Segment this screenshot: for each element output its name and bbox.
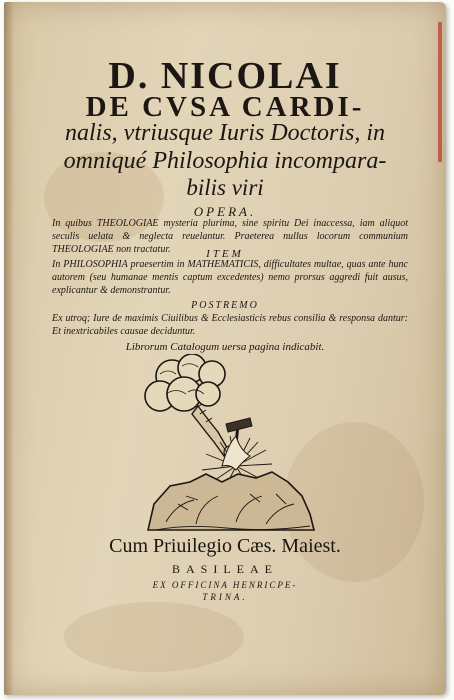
item-heading: ITEM	[206, 248, 244, 260]
law-paragraph: Ex utroq; Iure de maximis Ciuilibus & Ecclesiasticis rebus consilia & responsa dantur: Et inextricabiles causae deciduntur.	[52, 313, 408, 337]
printers-mark-hammer-rock-icon	[126, 354, 334, 532]
opera-heading: OPERA.	[193, 204, 257, 219]
imprint-printer-end: TRINA.	[202, 592, 248, 602]
title-line-3: nalis, vtriusque Iuris Doctoris, in	[64, 120, 385, 146]
title-line-1: D. NICOLAI	[108, 55, 342, 97]
title-page	[4, 2, 446, 695]
philosophy-paragraph: In PHILOSOPHIA praesertim in MATHEMATICIS, difficultates multae, quas ante hunc autorem (seu humanae mentis captum excedentes) nemo prorsus aggredi fuit ausus, explicantur & demonstrantur.	[52, 259, 408, 296]
imprint-printer: EX OFFICINA HENRICPE-	[152, 580, 298, 590]
title-line-4: omniqué Philosophia incompara-	[63, 148, 387, 174]
privilege-line: Cum Priuilegio Cæs. Maiest.	[109, 535, 341, 557]
title-line-2: DE CVSA CARDI-	[85, 91, 365, 123]
postremo-heading: POSTREMO	[191, 300, 259, 311]
title-line-5: bilis viri	[186, 175, 264, 200]
imprint-city: BASILEAE	[172, 562, 278, 576]
paper-stain	[64, 602, 244, 672]
theology-paragraph: In quibus THEOLOGIAE mysteria plurima, sine spiritu Dei inaccessa, iam aliquot seculis uelata & neglecta reuelantur. Praeterea nullus locorum communium THEOLOGIAE non tractatur.	[52, 218, 408, 255]
catalogue-note: Librorum Catalogum uersa pagina indicabit.	[125, 341, 325, 353]
